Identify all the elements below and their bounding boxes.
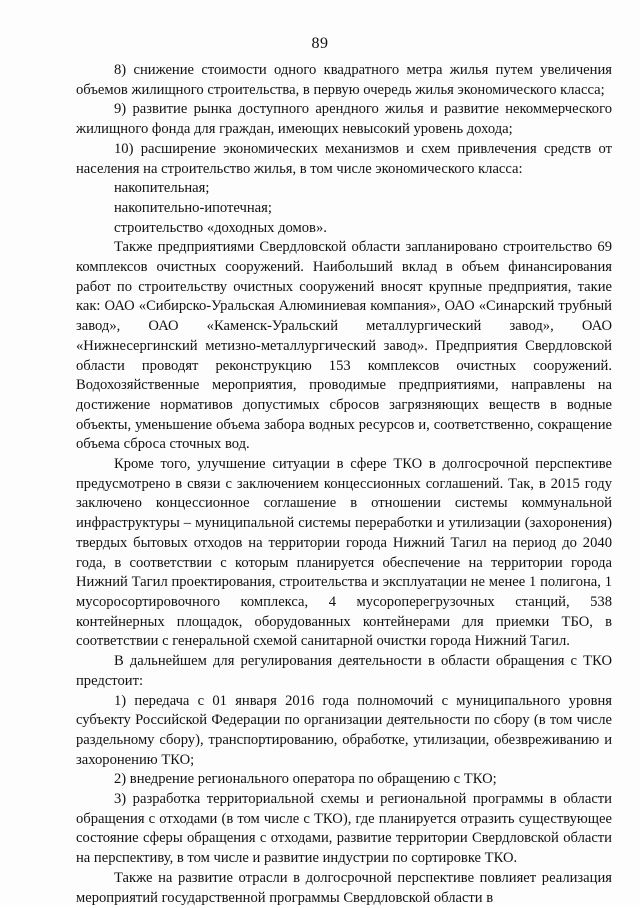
paragraph-item-8: 8) снижение стоимости одного квадратного метра жилья путем увеличения объемов жилищного строительства, в первую очередь жилья экономического класса;: [76, 62, 612, 98]
paragraph-state-program: Также на развитие отрасли в долгосрочной перспективе повлияет реализация мероприятий государственной программы Свердловской области в: [76, 869, 612, 906]
page-number: 89: [311, 35, 329, 52]
paragraph-item-10: 10) расширение экономических механизмов и схем привлечения средств от населения на строительство жилья, в том числе экономического класса:: [76, 140, 612, 177]
paragraph-list-item-3: 3) разработка территориальной схемы и региональной программы в области обращения с отходами (в том числе с ТКО), где планируется отразить существующее состояние сферы обращения с отходами, развитие территории Свердловской области на перспективу, в том числе и развитие индустрии по сортировке ТКО.: [76, 791, 612, 867]
paragraph-concession: Кроме того, улучшение ситуации в сфере ТКО в долгосрочной перспективе предусмотрено в связи с заключением концессионных соглашений. Так, в 2015 году заключено концессионное соглашение в отношении системы коммунальной инфраструктуры – муниципальной системы переработки и утилизации (захоронения) твердых бытовых отходов на территории города Нижний Тагил на период до 2040 года, в соответствии с которым планируется обеспечение на территории города Нижний Тагил проектирования, строительства и эксплуатации не менее 1 полигона, 1 мусоросортировочного комплекса, 4 мусороперегрузочных станций, 538 контейнерных площадок, оборудованных контейнерами для приемки ТБО, в соответствии с генеральной схемой санитарной очистки города Нижний Тагил.: [76, 456, 612, 650]
paragraph-further-regulation: В дальнейшем для регулирования деятельности в области обращения с ТКО предстоит:: [76, 653, 612, 689]
paragraph-subitem-accumulative: накопительная;: [114, 180, 210, 197]
paragraph-list-item-2: 2) внедрение регионального оператора по обращению с ТКО;: [114, 771, 497, 788]
paragraph-list-item-1: 1) передача с 01 января 2016 года полномочий с муниципального уровня субъекту Российской Федерации по организации деятельности по сбору (в том числе раздельному сбору), транспортированию, обработке, утилизации, обезвреживанию и захоронению ТКО;: [76, 692, 612, 768]
paragraph-subitem-rental-houses: строительство «доходных домов».: [114, 219, 327, 236]
paragraph-subitem-mortgage: накопительно-ипотечная;: [114, 199, 272, 216]
paragraph-treatment-facilities: Также предприятиями Свердловской области запланировано строительство 69 комплексов очистных сооружений. Наибольший вклад в объем финансирования работ по строительству очистных сооружений вносят крупные предприятия, такие как: ОАО «Сибирско-Уральская Алюминиевая компания», ОАО «Синарский трубный завод», ОАО «Каменск-Уральский металлургический завод», ОАО «Нижнесергинский метизно-металлургический завод». Предприятия Свердловской области проводят реконструкцию 153 комплексов очистных сооружений. Водохозяйственные мероприятия, проводимые предприятиями, направлены на достижение нормативов допустимых сбросов загрязняющих веществ в водные объекты, уменьшение объема забора водных ресурсов и, соответственно, сокращение объема сброса сточных вод.: [76, 239, 612, 453]
paragraph-item-9: 9) развитие рынка доступного арендного жилья и развитие некоммерческого жилищного фонда для граждан, имеющих невысокий уровень дохода;: [76, 101, 612, 138]
document-body: [76, 61, 612, 908]
